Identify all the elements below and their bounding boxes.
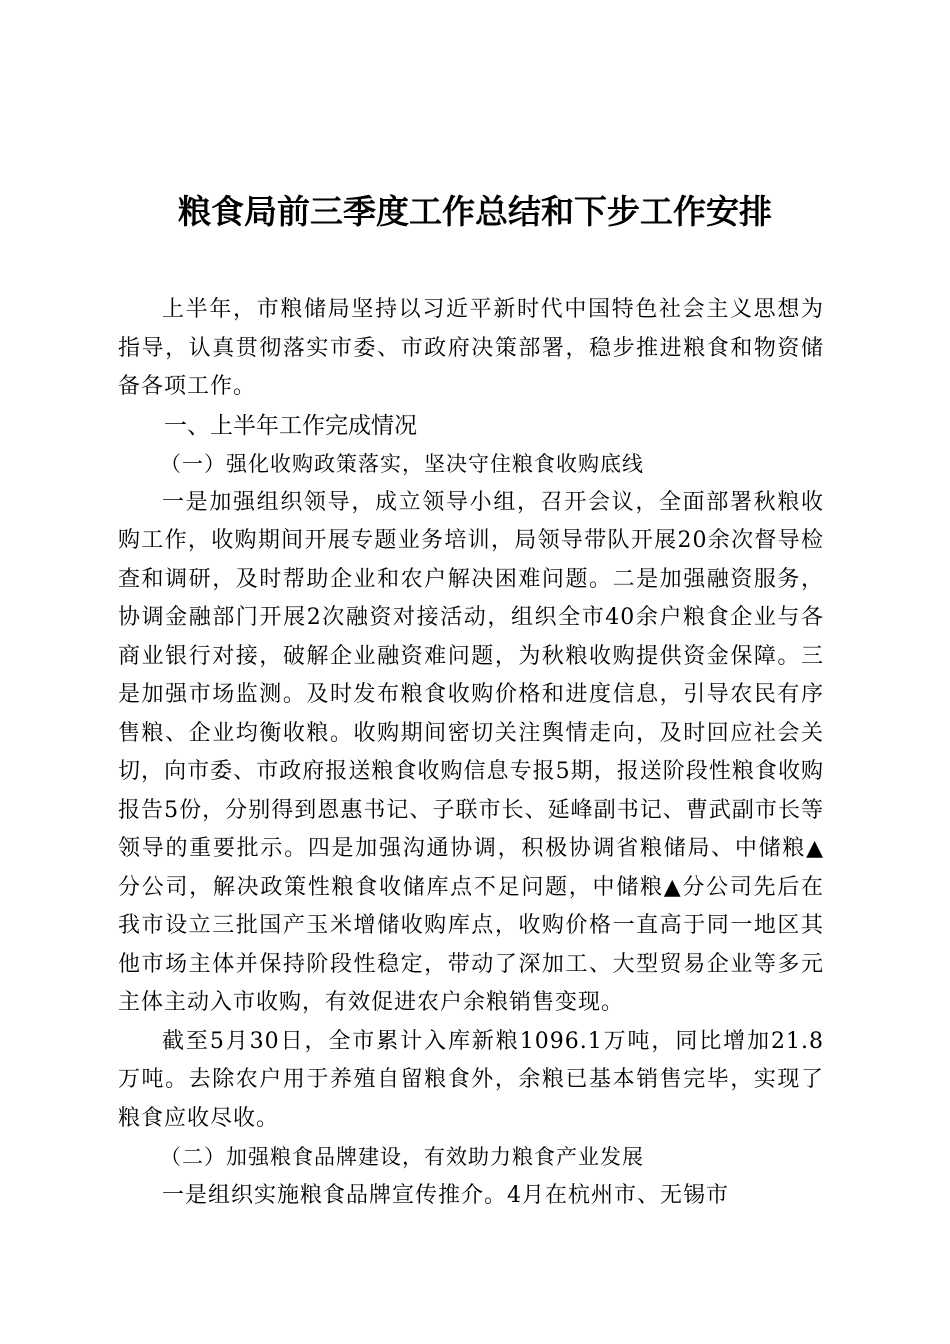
document-title: 粮食局前三季度工作总结和下步工作安排 — [178, 192, 772, 231]
body-paragraph-2: 截至5月30日，全市累计入库新粮1096.1万吨，同比增加21.8万吨。去除农户用于养殖自留粮食外，余粮已基本销售完毕，实现了粮食应收尽收。 — [118, 1028, 824, 1131]
intro-paragraph: 上半年，市粮储局坚持以习近平新时代中国特色社会主义思想为指导，认真贯彻落实市委、市政府决策部署，稳步推进粮食和物资储备各项工作。 — [118, 297, 824, 399]
document-body — [118, 291, 824, 1215]
subsection-heading-2: （二）加强粮食品牌建设，有效助力粮食产业发展 — [160, 1145, 644, 1169]
body-paragraph-3: 一是组织实施粮食品牌宣传推介。4月在杭州市、无锡市 — [162, 1182, 729, 1208]
section-heading-1: 一、上半年工作完成情况 — [164, 412, 417, 439]
body-paragraph-1: 一是加强组织领导，成立领导小组，召开会议，全面部署秋粮收购工作，收购期间开展专题业务培训，局领导带队开展20余次督导检查和调研，及时帮助企业和农户解决困难问题。二是加强融资服务，协调金融部门开展2次融资对接活动，组织全市40余户粮食企业与各商业银行对接，破解企业融资难问题，为秋粮收购提供资金保障。三是加强市场监测。及时发布粮食收购价格和进度信息，引导农民有序售粮、企业均衡收粮。收购期间密切关注舆情走向，及时回应社会关切，向市委、市政府报送粮食收购信息专报5期，报送阶段性粮食收购报告5份，分别得到恩惠书记、子联市长、延峰副书记、曹武副市长等领导的重要批示。四是加强沟通协调，积极协调省粮储局、中储粮▲分公司，解决政策性粮食收储库点不足问题，中储粮▲分公司先后在我市设立三批国产玉米增储收购库点，收购价格一直高于同一地区其他市场主体并保持阶段性稳定，带动了深加工、大型贸易企业等多元主体主动入市收购，有效促进农户余粮销售变现。 — [118, 489, 824, 1015]
subsection-heading-1: （一）强化收购政策落实，坚决守住粮食收购底线 — [160, 452, 644, 476]
